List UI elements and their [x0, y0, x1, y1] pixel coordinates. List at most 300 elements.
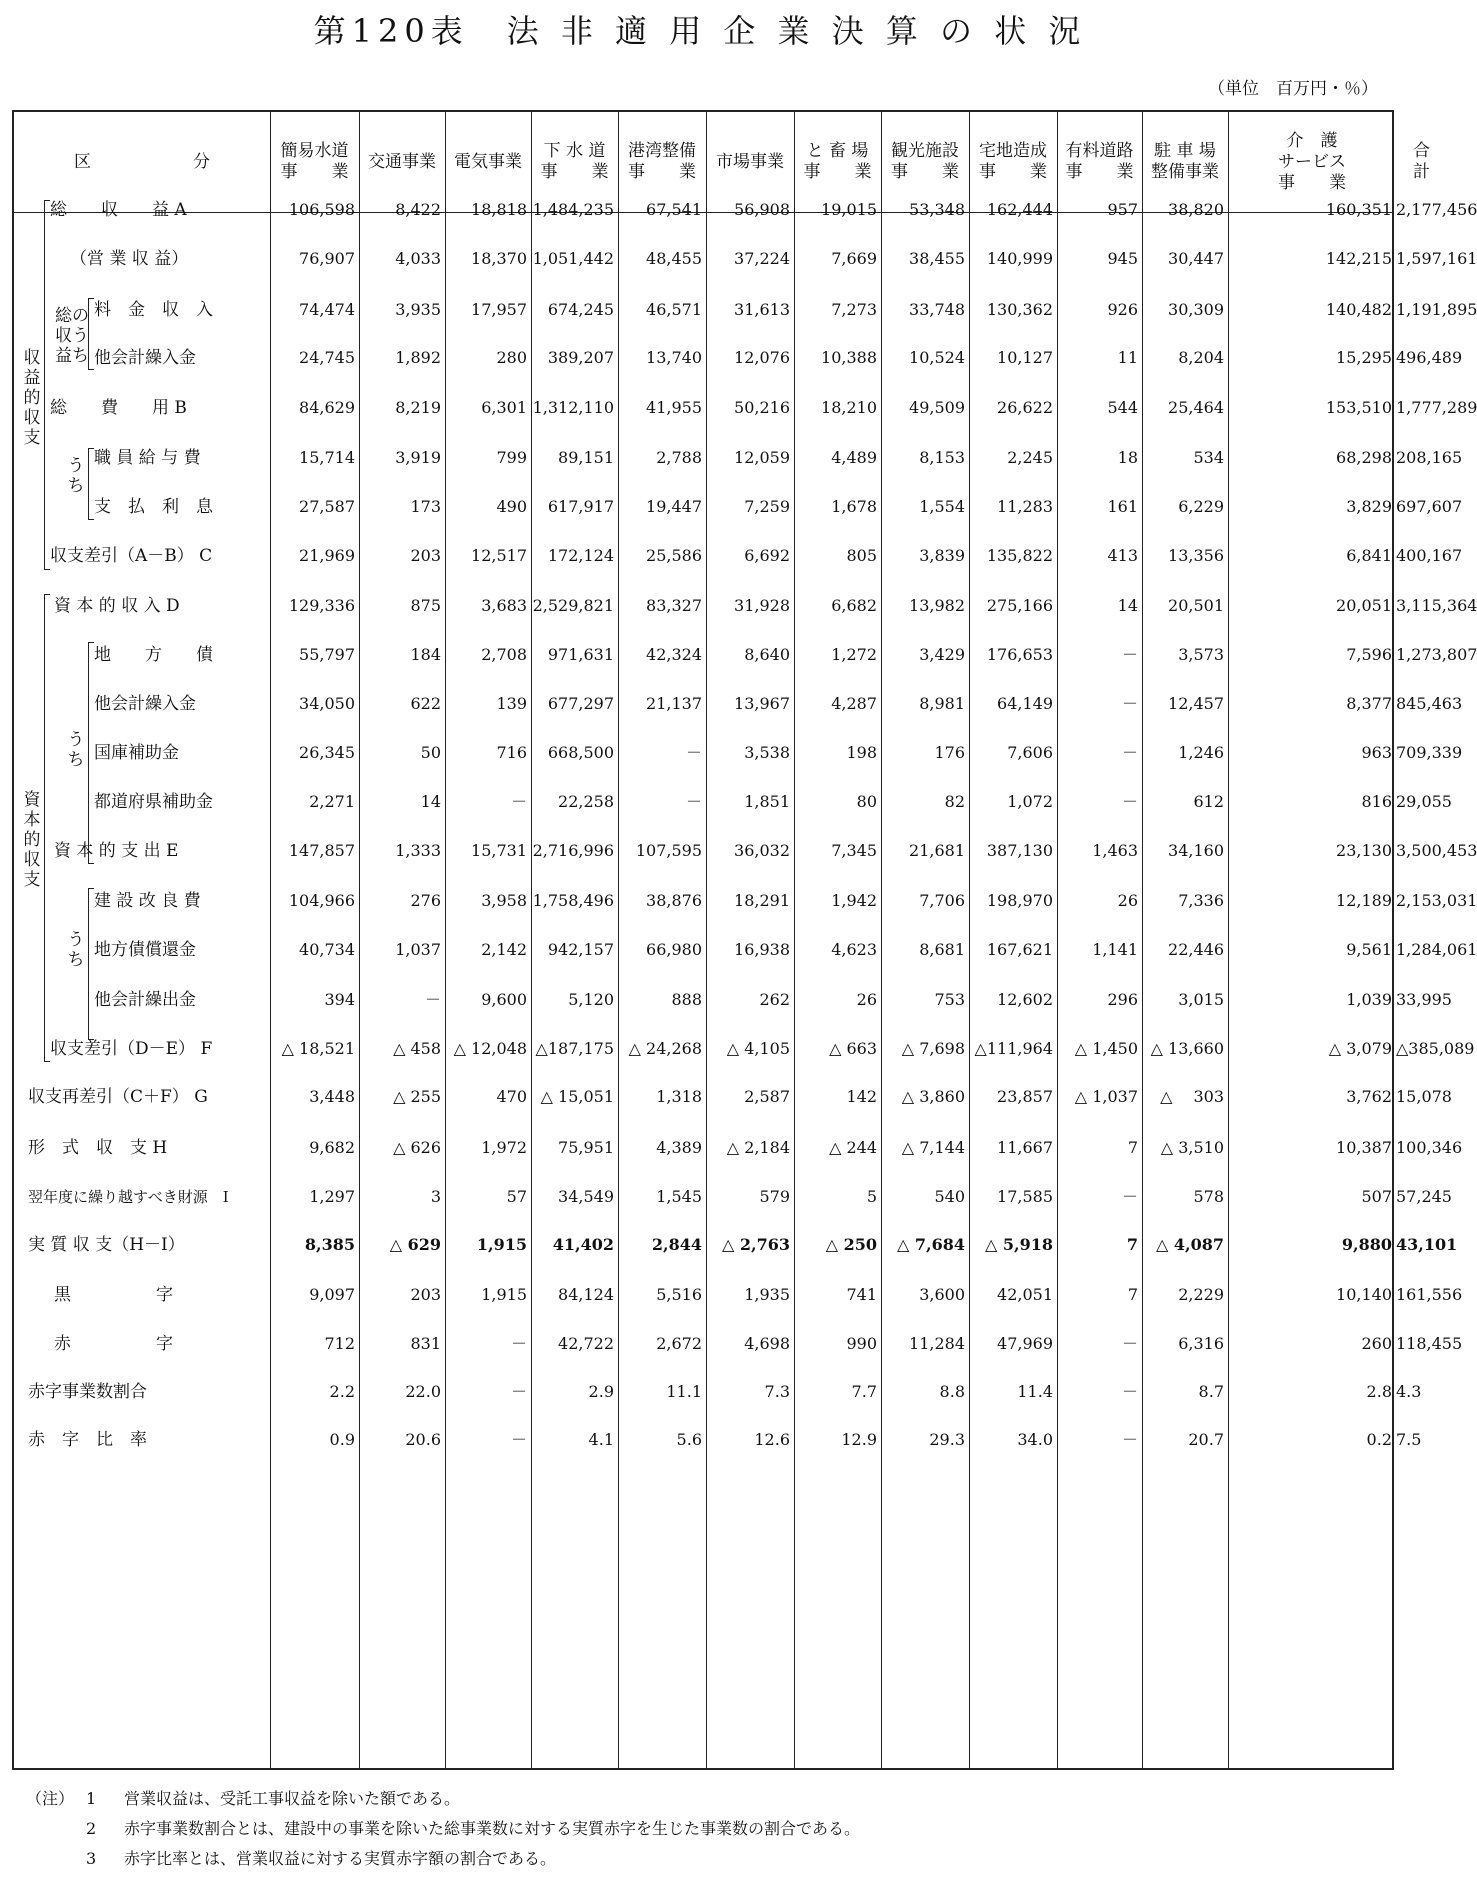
table-cell: 74,474 [299, 300, 355, 319]
table-cell: 578 [1193, 1187, 1224, 1206]
table-cell: △187,175 [535, 1039, 614, 1058]
table-cell: 3,538 [744, 743, 790, 762]
table-cell: 8.7 [1198, 1382, 1224, 1401]
table-cell: 7 [1127, 1285, 1138, 1304]
table-cell: △ 2,184 [726, 1138, 790, 1157]
table-cell: △ 7,684 [897, 1235, 965, 1254]
table-cell: 26,622 [997, 398, 1053, 417]
table-cell: 12,457 [1168, 694, 1224, 713]
table-cell: 888 [671, 990, 702, 1009]
table-cell: 20,051 [1336, 596, 1392, 615]
table-cell: 1,284,061 [1396, 940, 1477, 959]
table-cell: 400,167 [1396, 546, 1463, 565]
table-cell: △ 7,698 [901, 1039, 965, 1058]
table-cell: 75,951 [558, 1138, 614, 1157]
table-cell: 7,345 [831, 841, 877, 860]
table-cell: 19,447 [646, 497, 702, 516]
table-cell: 10,388 [821, 348, 877, 367]
unit-label: （単位 百万円・％） [1208, 79, 1378, 99]
table-cell: 4,287 [831, 694, 877, 713]
table-cell: 9,682 [309, 1138, 355, 1157]
table-cell: 26,345 [299, 743, 355, 762]
table-cell: 12.6 [754, 1430, 790, 1449]
table-cell: 3 [430, 1187, 441, 1206]
table-cell: 3,919 [395, 448, 441, 467]
table-cell: 490 [496, 497, 527, 516]
table-cell: 184 [410, 645, 441, 664]
header-kowan: 港湾整備 事 業 [628, 141, 696, 182]
table-cell: △ 3,860 [901, 1087, 965, 1106]
table-cell: 2,844 [651, 1235, 702, 1254]
table-cell: 875 [410, 596, 441, 615]
table-cell: 3,573 [1178, 645, 1224, 664]
table-cell: 198,970 [986, 891, 1053, 910]
table-cell: 8,681 [919, 940, 965, 959]
table-cell: 2.2 [329, 1382, 355, 1401]
table-cell: 2,672 [656, 1334, 702, 1353]
table-cell: － [1121, 1334, 1138, 1353]
table-cell: 12,602 [997, 990, 1053, 1009]
table-cell: － [1121, 792, 1138, 811]
table-cell: 5 [866, 1187, 877, 1206]
table-cell: － [685, 792, 702, 811]
table-cell: 6,692 [744, 546, 790, 565]
row-label: 国庫補助金 [94, 743, 179, 763]
table-cell: 31,928 [734, 596, 790, 615]
table-cell: 11 [1117, 348, 1138, 367]
row-label: 赤字事業数割合 [28, 1382, 147, 1402]
table-cell: △ 250 [825, 1235, 877, 1254]
table-cell: － [424, 990, 441, 1009]
table-cell: 9,600 [481, 990, 527, 1009]
row-label: 資 本 的 収 入 D [54, 596, 180, 616]
table-cell: △ 18,521 [281, 1039, 355, 1058]
table-cell: △ 626 [393, 1138, 441, 1157]
table-cell: 6,301 [481, 398, 527, 417]
table-cell: 18 [1117, 448, 1138, 467]
table-cell: 5.6 [676, 1430, 702, 1449]
table-cell: 161 [1107, 497, 1138, 516]
table-cell: 29.3 [929, 1430, 965, 1449]
table-cell: 147,857 [288, 841, 355, 860]
table-cell: 579 [759, 1187, 790, 1206]
table-cell: 1,851 [744, 792, 790, 811]
table-cell: 30,309 [1168, 300, 1224, 319]
table-cell: 2,142 [481, 940, 527, 959]
table-cell: 153,510 [1325, 398, 1392, 417]
table-cell: △111,964 [974, 1039, 1053, 1058]
header-shijo: 市場事業 [716, 151, 784, 172]
table-cell: 67,541 [646, 200, 702, 219]
table-cell: 926 [1107, 300, 1138, 319]
table-cell: 48,455 [646, 249, 702, 268]
table-cell: 38,455 [909, 249, 965, 268]
header-gesuido: 下 水 道 事 業 [540, 141, 609, 182]
table-cell: 9,097 [309, 1285, 355, 1304]
table-cell: 10,140 [1336, 1285, 1392, 1304]
table-cell: 30,447 [1168, 249, 1224, 268]
table-cell: 716 [496, 743, 527, 762]
group-label-capital: 資 本 的 収 支 [23, 790, 41, 890]
table-cell: 37,224 [734, 249, 790, 268]
header-kaigo: 介 護 サービス 事 業 [1278, 130, 1346, 193]
table-cell: 1,915 [481, 1285, 527, 1304]
table-cell: 9,880 [1341, 1235, 1392, 1254]
table-cell: 18,370 [471, 249, 527, 268]
table-cell: 118,455 [1396, 1334, 1463, 1353]
table-cell: 1,597,161 [1396, 249, 1477, 268]
table-cell: 12.9 [841, 1430, 877, 1449]
table-cell: 534 [1193, 448, 1224, 467]
table-cell: 990 [846, 1334, 877, 1353]
table-cell: 13,967 [734, 694, 790, 713]
table-cell: 42,324 [646, 645, 702, 664]
table-cell: 6,229 [1178, 497, 1224, 516]
table-cell: 80 [856, 792, 877, 811]
row-label: 建 設 改 良 費 [94, 891, 201, 911]
table-cell: 68,298 [1336, 448, 1392, 467]
table-cell: 4,489 [831, 448, 877, 467]
table-cell: 3,958 [481, 891, 527, 910]
table-cell: 7,596 [1346, 645, 1392, 664]
table-cell: 7,706 [919, 891, 965, 910]
table-cell: 387,130 [986, 841, 1053, 860]
table-cell: － [510, 1430, 527, 1449]
table-cell: 16,938 [734, 940, 790, 959]
table-cell: 8,219 [395, 398, 441, 417]
table-cell: 0.9 [329, 1430, 355, 1449]
table-cell: 142,215 [1325, 249, 1392, 268]
table-cell: 13,356 [1168, 546, 1224, 565]
table-cell: 160,351 [1325, 200, 1392, 219]
table-cell: 8,422 [395, 200, 441, 219]
table-cell: △ 303 [1160, 1087, 1224, 1106]
note-line [26, 1814, 860, 1844]
table-cell: 1,272 [831, 645, 877, 664]
table-cell: 19,015 [821, 200, 877, 219]
note-line [26, 1784, 860, 1814]
row-label: 収支差引（D－E） F [50, 1039, 213, 1059]
table-cell: 38,876 [646, 891, 702, 910]
table-cell: 3,829 [1346, 497, 1392, 516]
table-cell: 1,051,442 [532, 249, 614, 268]
bracket-line [88, 298, 94, 370]
table-cell: 41,955 [646, 398, 702, 417]
row-label: 赤 字 [54, 1334, 173, 1354]
table-cell: 43,101 [1396, 1235, 1458, 1254]
table-cell: 46,571 [646, 300, 702, 319]
table-cell: 544 [1107, 398, 1138, 417]
table-cell: 1,318 [656, 1087, 702, 1106]
table-cell: 3,429 [919, 645, 965, 664]
table-cell: 816 [1361, 792, 1392, 811]
table-cell: 82 [944, 792, 965, 811]
table-cell: 1,191,895 [1396, 300, 1477, 319]
table-cell: 6,682 [831, 596, 877, 615]
table-cell: 8.8 [939, 1382, 965, 1401]
table-cell: 2.8 [1366, 1382, 1392, 1401]
table-cell: 6,841 [1346, 546, 1392, 565]
table-cell: 2,788 [656, 448, 702, 467]
note-text: 赤字事業数割合とは、建設中の事業を除いた総事業数に対する実質赤字を生じた事業数の割合である。 [124, 1819, 861, 1838]
table-cell: 2,245 [1007, 448, 1053, 467]
table-cell: 942,157 [547, 940, 614, 959]
table-cell: △ 629 [389, 1235, 441, 1254]
row-label: 地方債償還金 [94, 940, 196, 960]
table-cell: 7.7 [851, 1382, 877, 1401]
table-cell: 10,387 [1336, 1138, 1392, 1157]
table-cell: 2,153,031 [1396, 891, 1477, 910]
table-cell: 971,631 [547, 645, 614, 664]
table-cell: 57 [506, 1187, 527, 1206]
table-cell: 198 [846, 743, 877, 762]
row-label: 他会計繰入金 [94, 694, 196, 714]
table-cell: 41,402 [552, 1235, 614, 1254]
table-cell: 172,124 [547, 546, 614, 565]
table-cell: △ 4,087 [1156, 1235, 1224, 1254]
header-tochikuba: と 畜 場 事 業 [803, 141, 872, 182]
table-cell: △ 5,918 [985, 1235, 1053, 1254]
header-kubun: 区 分 [74, 151, 210, 172]
table-cell: 7,273 [831, 300, 877, 319]
table-cell: △ 13,660 [1150, 1039, 1224, 1058]
table-cell: 9,561 [1346, 940, 1392, 959]
table-cell: 12,517 [471, 546, 527, 565]
table-cell: 20.7 [1188, 1430, 1224, 1449]
table-cell: 12,059 [734, 448, 790, 467]
table-cell: 668,500 [547, 743, 614, 762]
table-cell: 1,037 [395, 940, 441, 959]
table-cell: 3,762 [1346, 1087, 1392, 1106]
table-cell: 8,153 [919, 448, 965, 467]
table-cell: 12,076 [734, 348, 790, 367]
table-cell: 17,957 [471, 300, 527, 319]
table-cell: 296 [1107, 990, 1138, 1009]
sub-label-of-which: う ち [67, 930, 85, 970]
table-cell: 7 [1127, 1138, 1138, 1157]
table-cell: 104,966 [288, 891, 355, 910]
table-cell: 161,556 [1396, 1285, 1463, 1304]
table-cell: 100,346 [1396, 1138, 1463, 1157]
header-chushajo: 駐 車 場 整備事業 [1151, 141, 1219, 182]
table-cell: 1,892 [395, 348, 441, 367]
table-cell: 389,207 [547, 348, 614, 367]
note-number: 3 [86, 1849, 97, 1868]
table-cell: △ 2,763 [722, 1235, 790, 1254]
header-kotsu: 交通事業 [368, 151, 436, 172]
table-cell: 34,160 [1168, 841, 1224, 860]
table-cell: 13,740 [646, 348, 702, 367]
table-cell: 29,055 [1396, 792, 1452, 811]
table-cell: 33,748 [909, 300, 965, 319]
table-cell: 1,758,496 [532, 891, 614, 910]
table-cell: △ 255 [393, 1087, 441, 1106]
table-cell: 260 [1361, 1334, 1392, 1353]
table-cell: 262 [759, 990, 790, 1009]
row-label: 形 式 収 支 H [28, 1138, 168, 1158]
row-label: 実 質 収 支（H－I） [28, 1235, 185, 1255]
table-cell: 66,980 [646, 940, 702, 959]
table-cell: 3,448 [309, 1087, 355, 1106]
note-number: 1 [86, 1789, 97, 1808]
table-cell: 22,258 [558, 792, 614, 811]
table-cell: 24,745 [299, 348, 355, 367]
row-label: 翌年度に繰り越すべき財源 I [28, 1188, 229, 1206]
table-cell: 5,120 [568, 990, 614, 1009]
table-cell: 496,489 [1396, 348, 1463, 367]
table-cell: △ 1,450 [1074, 1039, 1138, 1058]
table-cell: 1,141 [1092, 940, 1138, 959]
table-cell: 3,015 [1178, 990, 1224, 1009]
table-cell: 394 [324, 990, 355, 1009]
table-cell: 13,982 [909, 596, 965, 615]
header-kanko: 観光施設 事 業 [891, 141, 959, 182]
table-cell: 8,385 [304, 1235, 355, 1254]
table-cell: 0.2 [1366, 1430, 1392, 1449]
header-denki: 電気事業 [454, 151, 522, 172]
table-cell: 31,613 [734, 300, 790, 319]
table-cell: 38,820 [1168, 200, 1224, 219]
table-cell: 8,640 [744, 645, 790, 664]
table-cell: 25,586 [646, 546, 702, 565]
table-cell: 208,165 [1396, 448, 1463, 467]
bracket-line [88, 448, 94, 520]
table-cell: 4,698 [744, 1334, 790, 1353]
table-cell: 3,683 [481, 596, 527, 615]
table-cell: － [510, 1334, 527, 1353]
table-cell: 139 [496, 694, 527, 713]
table-cell: 42,051 [997, 1285, 1053, 1304]
table-cell: 34.0 [1017, 1430, 1053, 1449]
table-cell: 945 [1107, 249, 1138, 268]
sub-label-of-which: う ち [67, 730, 85, 770]
table-cell: 50 [420, 743, 441, 762]
table-cell: － [510, 792, 527, 811]
table-cell: 34,050 [299, 694, 355, 713]
table-cell: 140,482 [1325, 300, 1392, 319]
table-cell: 22.0 [405, 1382, 441, 1401]
table-cell: 47,969 [997, 1334, 1053, 1353]
table-cell: △ 3,079 [1328, 1039, 1392, 1058]
table-cell: 413 [1107, 546, 1138, 565]
table-cell: 741 [846, 1285, 877, 1304]
table-cell: 677,297 [547, 694, 614, 713]
table-cell: 753 [934, 990, 965, 1009]
table-cell: － [1121, 645, 1138, 664]
table-cell: 203 [410, 1285, 441, 1304]
row-label: （営 業 収 益） [70, 249, 189, 269]
table-cell: △ 458 [393, 1039, 441, 1058]
table-cell: 963 [1361, 743, 1392, 762]
notes-label: （注） [26, 1789, 75, 1808]
table-cell: 140,999 [986, 249, 1053, 268]
table-cell: △385,089 [1396, 1039, 1475, 1058]
table-cell: 622 [410, 694, 441, 713]
row-label: 総 収 益 A [50, 200, 187, 220]
table-cell: 21,969 [299, 546, 355, 565]
table-cell: 57,245 [1396, 1187, 1452, 1206]
table-cell: 1,678 [831, 497, 877, 516]
table-cell: 3,935 [395, 300, 441, 319]
note-text: 赤字比率とは、営業収益に対する実質赤字額の割合である。 [124, 1849, 557, 1868]
table-cell: 18,210 [821, 398, 877, 417]
table-cell: 6,316 [1178, 1334, 1224, 1353]
row-label: 他会計繰出金 [94, 990, 196, 1010]
table-cell: 4.1 [588, 1430, 614, 1449]
table-cell: － [685, 743, 702, 762]
table-cell: 2,529,821 [532, 596, 614, 615]
table-cell: 107,595 [635, 841, 702, 860]
table-cell: 25,464 [1168, 398, 1224, 417]
table-cell: 17,585 [997, 1187, 1053, 1206]
table-cell: 1,297 [309, 1187, 355, 1206]
table-cell: 22,446 [1168, 940, 1224, 959]
table-cell: 53,348 [909, 200, 965, 219]
table-cell: 14 [420, 792, 441, 811]
table-cell: △ 4,105 [726, 1039, 790, 1058]
table-cell: 20,501 [1168, 596, 1224, 615]
table-cell: 135,822 [986, 546, 1053, 565]
header-gokei: 合 計 [1413, 141, 1464, 182]
row-label: 職 員 給 与 費 [94, 448, 201, 468]
table-cell: △ 15,051 [540, 1087, 614, 1106]
table-cell: 23,857 [997, 1087, 1053, 1106]
row-label: 収支再差引（C＋F） G [28, 1087, 208, 1107]
table-cell: 1,072 [1007, 792, 1053, 811]
table-cell: 7 [1126, 1235, 1138, 1254]
table-cell: 1,333 [395, 841, 441, 860]
table-cell: 7.3 [764, 1382, 790, 1401]
table-cell: 2,587 [744, 1087, 790, 1106]
table-cell: 33,995 [1396, 990, 1452, 1009]
table-cell: 84,124 [558, 1285, 614, 1304]
table-cell: － [1121, 1187, 1138, 1206]
table-cell: － [510, 1382, 527, 1401]
table-cell: 275,166 [986, 596, 1053, 615]
table-cell: 21,681 [909, 841, 965, 860]
table-cell: △ 244 [829, 1138, 877, 1157]
table-cell: 27,587 [299, 497, 355, 516]
table-cell: 1,942 [831, 891, 877, 910]
table-cell: 89,151 [558, 448, 614, 467]
table-cell: 1,972 [481, 1138, 527, 1157]
table-cell: 64,149 [997, 694, 1053, 713]
table-cell: 3,600 [919, 1285, 965, 1304]
table-cell: 1,935 [744, 1285, 790, 1304]
bracket-line [88, 642, 94, 864]
table-cell: 612 [1193, 792, 1224, 811]
table-cell: － [1121, 743, 1138, 762]
table-cell: 4,389 [656, 1138, 702, 1157]
table-cell: 11,667 [997, 1138, 1053, 1157]
table-cell: 15,078 [1396, 1087, 1452, 1106]
row-label: 黒 字 [54, 1285, 173, 1305]
table-cell: 799 [496, 448, 527, 467]
table-cell: 14 [1117, 596, 1138, 615]
table-cell: 167,621 [986, 940, 1053, 959]
table-cell: 1,312,110 [532, 398, 614, 417]
table-cell: 1,039 [1346, 990, 1392, 1009]
row-label: 総 費 用 B [50, 398, 187, 418]
table-cell: 957 [1107, 200, 1138, 219]
table-cell: 7.5 [1396, 1430, 1422, 1449]
row-label: 地 方 債 [94, 645, 213, 665]
table-cell: 507 [1361, 1187, 1392, 1206]
table-cell: 1,545 [656, 1187, 702, 1206]
table-cell: 34,549 [558, 1187, 614, 1206]
table-cell: 7,259 [744, 497, 790, 516]
table-cell: 540 [934, 1187, 965, 1206]
